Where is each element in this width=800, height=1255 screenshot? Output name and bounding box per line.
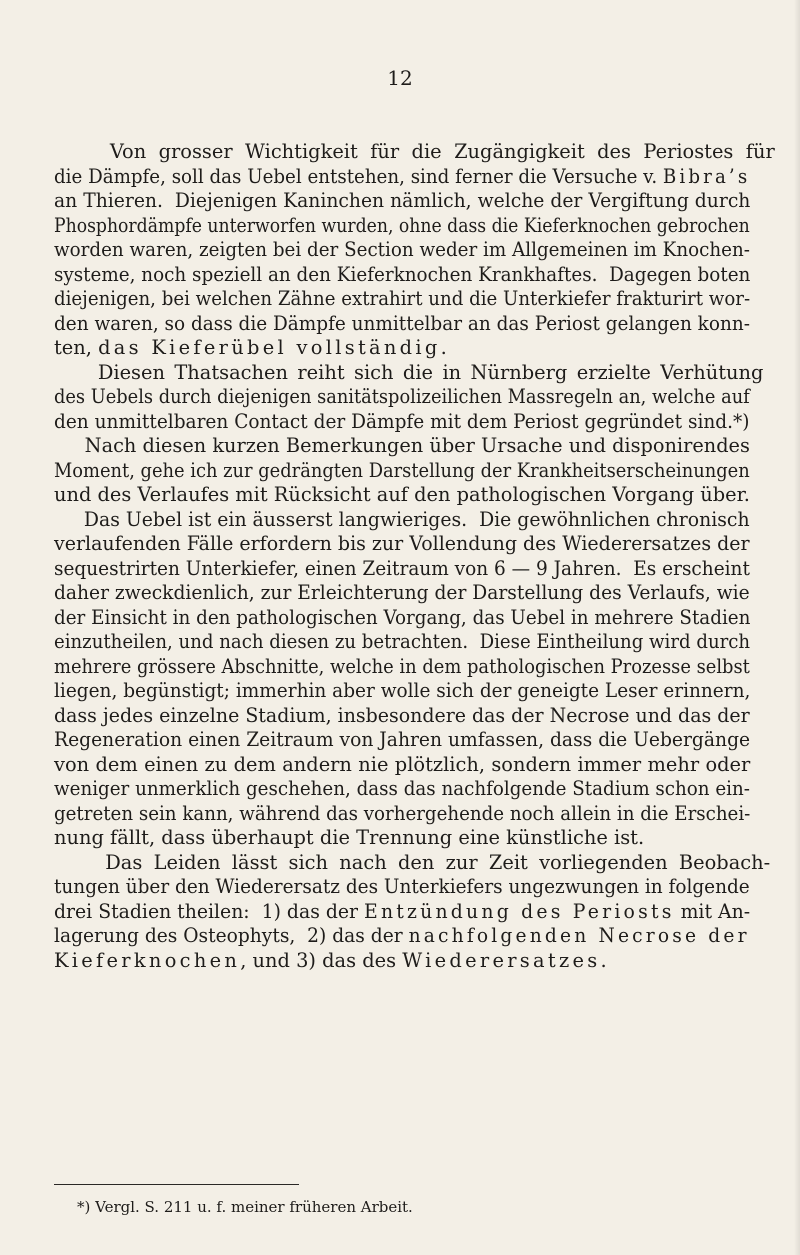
paragraph	[54, 434, 750, 508]
text-line	[54, 458, 750, 484]
text-run: und des Verlaufes mit Rücksicht auf den pathologischen Vorgang über.	[54, 483, 750, 506]
text-run: der Einsicht in den pathologischen Vorgang, das Uebel in mehrere Stadien	[54, 605, 751, 629]
text-run: Das Leiden lässt sich nach den zur Zeit vorliegenden Beobach-	[54, 850, 771, 874]
text-line	[54, 238, 750, 263]
text-line	[54, 287, 751, 312]
text-line	[54, 605, 751, 631]
text-line	[54, 434, 750, 459]
spaced-emphasis: Wiederersatzes.	[402, 948, 610, 972]
text-line	[54, 311, 750, 337]
text-line	[54, 875, 750, 900]
paragraph	[54, 508, 750, 851]
text-run: des Uebels durch diejenigen sanitätspolizeilichen Massregeln an, welche auf	[54, 385, 750, 408]
text-line	[54, 630, 751, 655]
text-line	[54, 189, 751, 214]
text-line	[54, 753, 750, 778]
spaced-emphasis: Bibra’s	[662, 164, 751, 188]
text-run: drei Stadien theilen: 1) das der	[54, 899, 365, 923]
text-run: Phosphordämpfe unterworfen wurden, ohne dass die Kieferknochen gebrochen	[54, 213, 750, 237]
spaced-emphasis: das Kieferübel vollständig.	[98, 336, 451, 359]
text-line	[54, 483, 749, 508]
text-line	[54, 826, 750, 851]
text-run: getreten sein kann, während das vorhergehende noch allein in die Erschei-	[54, 801, 751, 825]
text-run: , und 3) das des	[240, 948, 403, 972]
paragraph	[54, 850, 771, 974]
text-line	[54, 654, 750, 680]
text-run: Von grosser Wichtigkeit für die Zugängigkeit des Periostes für	[54, 140, 775, 163]
page-edge-shadow	[794, 0, 800, 1255]
text-run: Das Uebel ist ein äusserst langwieriges. Die gewöhnlichen chronisch	[54, 507, 750, 531]
text-run: daher zweckdienlich, zur Erleichterung der Darstellung des Verlaufs, wie	[54, 581, 750, 604]
text-run: weniger unmerklich geschehen, dass das nachfolgende Stadium schon ein-	[54, 777, 750, 800]
text-run: die Dämpfe, soll das Uebel entstehen, sind ferner die Versuche v.	[54, 164, 663, 188]
text-line	[54, 949, 750, 974]
text-run: worden waren, zeigten bei der Section weder im Allgemeinen im Knochen-	[54, 238, 750, 261]
text-line	[54, 801, 751, 827]
text-run: an Thieren. Diejenigen Kaninchen nämlich, welche der Vergiftung durch	[54, 189, 751, 212]
text-run: sequestrirten Unterkiefer, einen Zeitraum von 6 — 9 Jahren. Es erscheint	[54, 556, 750, 580]
text-line	[54, 679, 751, 704]
text-run: verlaufenden Fälle erfordern bis zur Vollendung des Wiederersatzes der	[54, 532, 750, 555]
text-line	[54, 777, 750, 802]
text-run: von dem einen zu dem andern nie plötzlich, sondern immer mehr oder	[54, 752, 751, 776]
text-line	[54, 507, 750, 533]
spaced-emphasis: Kieferknochen	[54, 948, 241, 972]
text-line	[54, 924, 750, 949]
text-run: nung fällt, dass überhaupt die Trennung eine künstliche ist.	[54, 826, 645, 849]
text-run: Diesen Thatsachen reiht sich die in Nürnberg erzielte Verhütung	[54, 360, 764, 384]
text-run: tungen über den Wiederersatz des Unterkiefers ungezwungen in folgende	[54, 875, 750, 898]
text-run: den unmittelbaren Contact der Dämpfe mit dem Periost gegründet sind.*)	[54, 409, 750, 433]
text-line	[54, 336, 750, 361]
text-run: liegen, begünstigt; immerhin aber wolle sich der geneigte Leser erinnern,	[54, 679, 751, 702]
text-run: ten,	[54, 336, 99, 359]
text-run: diejenigen, bei welchen Zähne extrahirt und die Unterkiefer frakturirt wor-	[54, 287, 751, 310]
text-run: dass jedes einzelne Stadium, insbesondere das der Necrose und das der	[54, 703, 750, 727]
text-line	[54, 360, 764, 386]
text-line	[54, 556, 750, 582]
text-line	[54, 899, 751, 925]
text-run: Nach diesen kurzen Bemerkungen über Ursache und disponirendes	[54, 434, 750, 457]
footnote: *) Vergl. S. 211 u. f. meiner früheren Arbeit.	[77, 1198, 413, 1216]
spaced-emphasis: nachfolgenden Necrose der	[408, 924, 750, 947]
text-run: mit An-	[674, 899, 751, 923]
text-run: systeme, noch speziell an den Kieferknochen Krankhaftes. Dagegen boten	[54, 262, 751, 286]
text-run: Regeneration einen Zeitraum von Jahren umfassen, dass die Uebergänge	[54, 728, 751, 751]
text-line	[54, 262, 751, 288]
text-run: lagerung des Osteophyts, 2) das der	[54, 924, 409, 947]
text-line	[54, 581, 750, 606]
text-run: einzutheilen, und nach diesen zu betrachten. Diese Eintheilung wird durch	[54, 630, 751, 653]
spaced-emphasis: Entzündung des Periosts	[364, 899, 675, 923]
text-line	[54, 532, 750, 557]
text-run: Moment, gehe ich zur gedrängten Darstellung der Krankheitserscheinungen	[54, 458, 750, 482]
page-number: 12	[387, 66, 413, 90]
text-line	[54, 409, 750, 435]
paragraph	[54, 140, 775, 361]
paragraph	[54, 360, 764, 435]
text-run: mehrere grössere Abschnitte, welche in dem pathologischen Prozesse selbst	[54, 654, 750, 678]
footnote-divider	[54, 1184, 299, 1185]
body-text	[54, 140, 775, 973]
text-line	[54, 140, 775, 165]
text-run: den waren, so dass die Dämpfe unmittelbar an das Periost gelangen konn-	[54, 311, 750, 335]
text-line	[54, 164, 751, 190]
text-line	[54, 850, 771, 876]
text-line	[54, 728, 751, 753]
text-line	[54, 385, 750, 410]
text-line	[54, 703, 750, 729]
text-line	[54, 213, 750, 239]
